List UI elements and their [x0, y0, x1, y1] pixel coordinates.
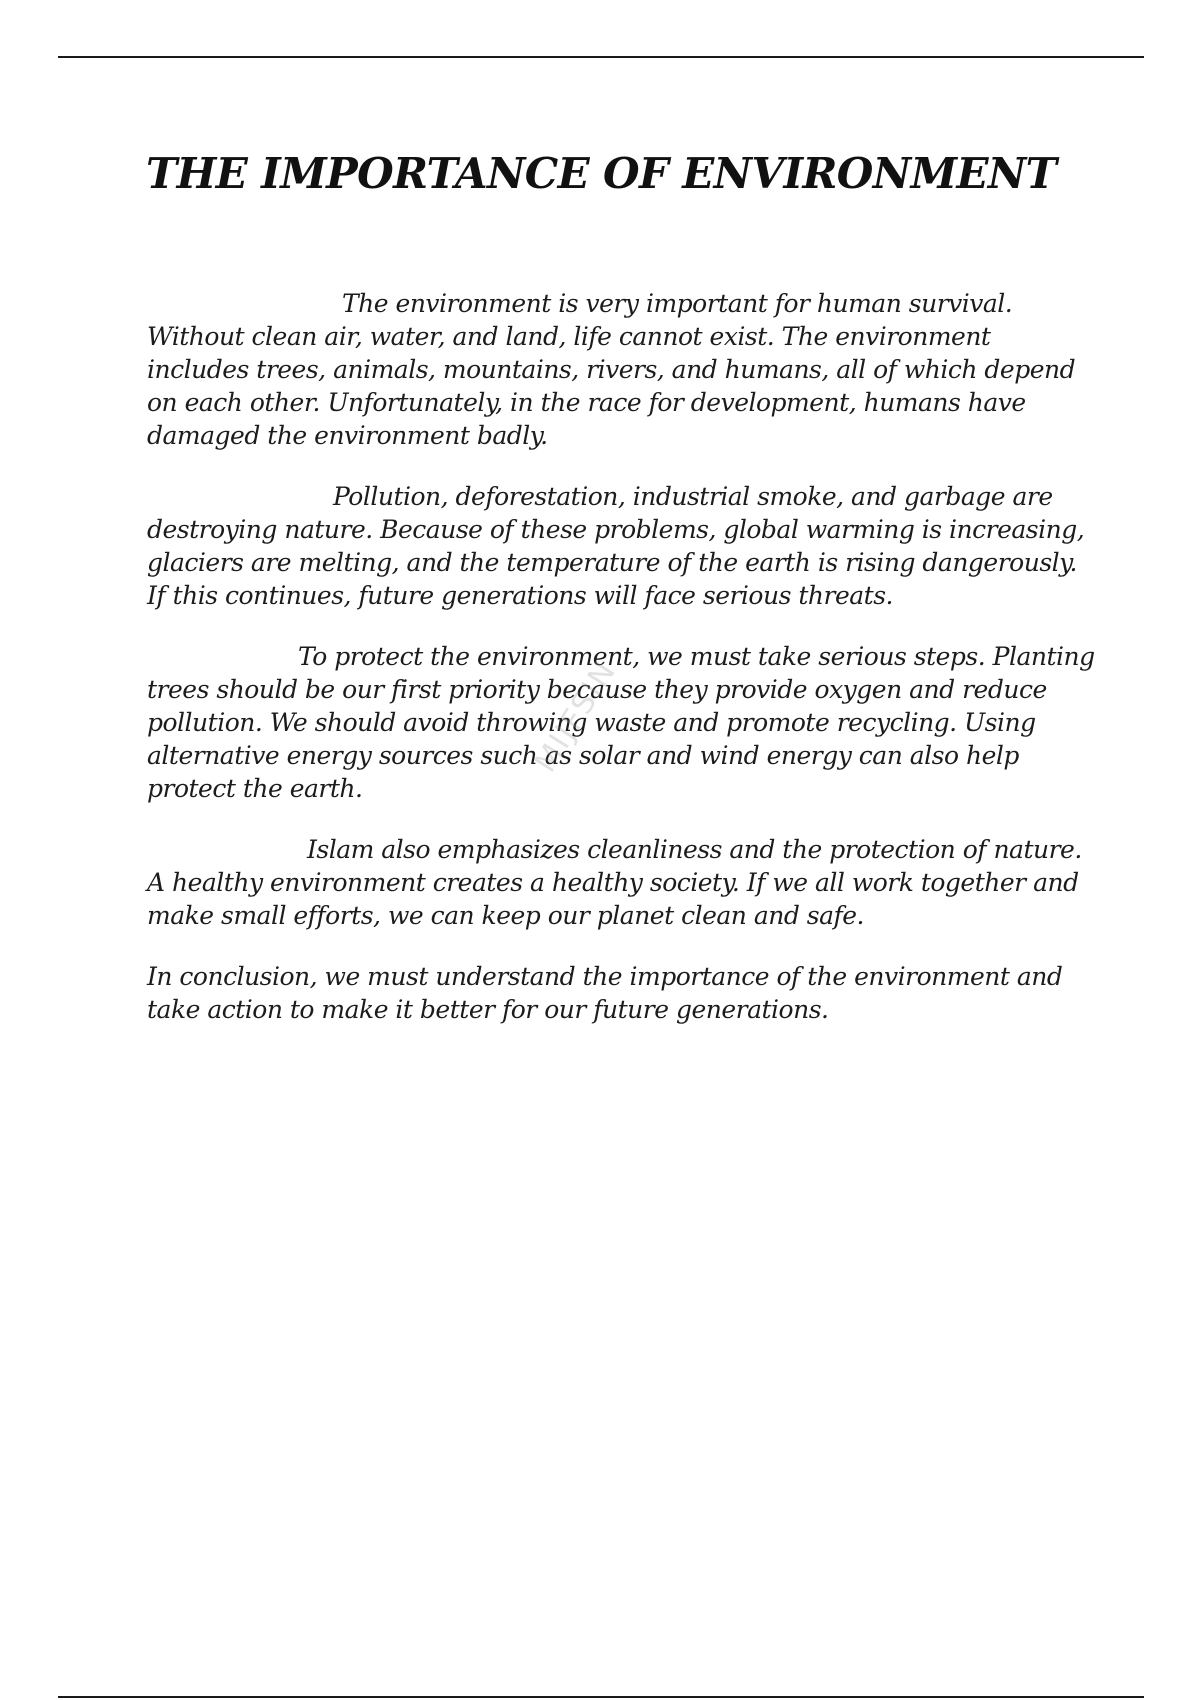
paragraph-2: Pollution, deforestation, industrial smoke, and garbage are destroying nature. Because of these problems, global warming is increasing, glaciers are melting, and the temperature of the earth is rising dangerously. If this continues, future generations will face serious threats.: [147, 482, 1085, 610]
paragraph-conclusion: In conclusion, we must understand the importance of the environment and take action to make it better for our future generations.: [147, 962, 1063, 1024]
paragraph-1: The environment is very important for human survival. Without clean air, water, and land, life cannot exist. The environment includes trees, animals, mountains, rivers, and humans, all of which depend on each other. Unfortunately, in the race for development, humans have damaged the environment badly.: [147, 289, 1076, 450]
top-divider: [58, 56, 1144, 58]
paragraph-4: Islam also emphasizes cleanliness and the protection of nature. A healthy environment creates a healthy society. If we all work together and make small efforts, we can keep our planet clean and safe.: [147, 835, 1082, 930]
bottom-divider: [58, 1696, 1144, 1698]
document-title: THE IMPORTANCE OF ENVIRONMENT: [146, 149, 1057, 198]
paragraph-3: To protect the environment, we must take serious steps. Planting trees should be our first priority because they provide oxygen and reduce pollution. We should avoid throwing waste and promote recycling. Using alternative energy sources such as solar and wind energy can also help protect the earth.: [147, 642, 1095, 803]
watermark: MIJFSIN: [528, 654, 624, 779]
document-body: [147, 287, 1097, 1054]
